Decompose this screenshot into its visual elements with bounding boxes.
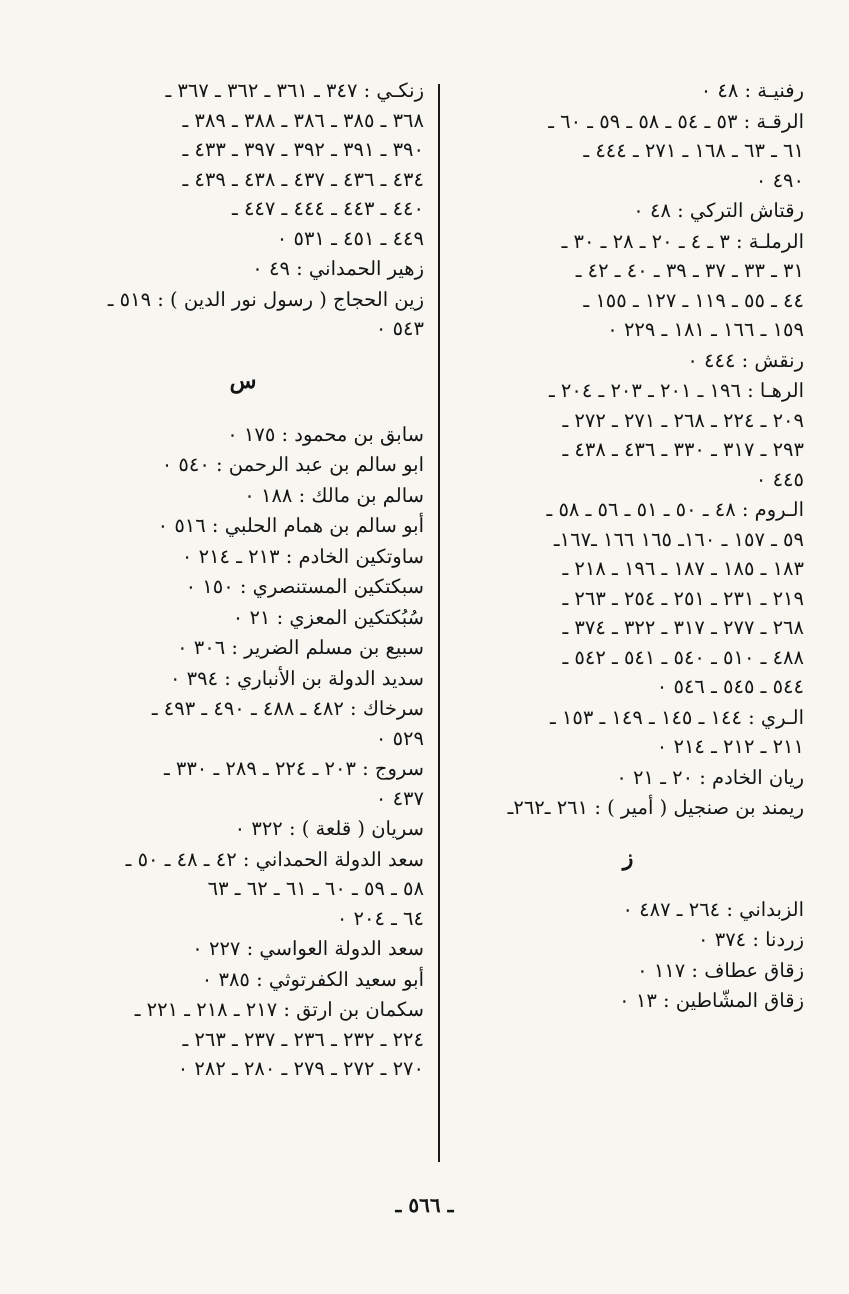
index-entry — [62, 754, 424, 813]
index-entry — [452, 956, 804, 986]
index-entry — [62, 511, 424, 541]
index-entry — [62, 633, 424, 663]
entry-line: ريمند بن صنجيل ( أمير ) : ٢٦١ ـ٢٦٢ـ — [507, 796, 804, 819]
entry-line: ابو سالم بن عبد الرحمن : ٥٤٠ ٠ — [161, 453, 424, 476]
entry-line: سبيع بن مسلم الضرير : ٣٠٦ ٠ — [177, 636, 424, 659]
index-entry — [452, 925, 804, 955]
index-entry — [62, 420, 424, 450]
page-number: ـ ٥٦٦ ـ — [395, 1193, 454, 1217]
index-entry — [62, 664, 424, 694]
index-entry — [452, 227, 804, 345]
index-entry — [62, 845, 424, 934]
entry-continuation-line: ٥٤٣ ٠ — [375, 317, 424, 340]
index-entry — [452, 895, 804, 925]
index-entry — [62, 76, 424, 253]
index-entry — [62, 934, 424, 964]
entry-line: الـري : ١٤٤ ـ ١٤٥ ـ ١٤٩ ـ ١٥٣ ـ — [549, 705, 804, 729]
entry-continuation-line: ٢٦٨ ـ ٢٧٧ ـ ٣١٧ ـ ٣٢٢ ـ ٣٧٤ ـ — [562, 616, 804, 639]
entry-continuation-line: ٤٩٠ ٠ — [755, 168, 804, 192]
entries-ra — [452, 76, 804, 823]
entries-rb — [452, 895, 804, 1016]
entry-continuation-line: ٢٧٠ ـ ٢٧٢ ـ ٢٧٩ ـ ٢٨٠ ـ ٢٨٢ ٠ — [177, 1057, 424, 1080]
entry-line: زقاق عطاف : ١١٧ ٠ — [637, 958, 804, 982]
index-entry — [452, 703, 804, 762]
right-column — [452, 76, 804, 1017]
entry-line: سعد الدولة العواسي : ٢٢٧ ٠ — [192, 937, 424, 960]
entry-continuation-line: ٦٤ ـ ٢٠٤ ٠ — [336, 906, 424, 930]
left-column — [62, 76, 424, 1085]
entry-continuation-line: ٤٨٨ ـ ٥١٠ ـ ٥٤٠ ـ ٥٤١ ـ ٥٤٢ ـ — [562, 645, 804, 669]
entry-line: ريان الخادم : ٢٠ ـ ٢١ ٠ — [616, 765, 804, 789]
entry-continuation-line: ٤٣٧ ٠ — [375, 786, 424, 810]
entry-continuation-line: ١٨٣ ـ ١٨٥ ـ ١٨٧ ـ ١٩٦ ـ ٢١٨ ـ — [562, 557, 804, 580]
index-entry — [452, 346, 804, 376]
index-entry — [452, 495, 804, 702]
index-entry — [452, 196, 804, 226]
index-entry — [62, 694, 424, 753]
index-entry — [452, 763, 804, 793]
index-entry — [62, 481, 424, 511]
index-entry — [452, 107, 804, 196]
entry-line: أبو سعيد الكفرتوثي : ٣٨٥ ٠ — [201, 967, 424, 991]
entry-line: زردنا : ٣٧٤ ٠ — [698, 928, 804, 951]
index-entry — [62, 285, 424, 344]
entry-line: ساوتكين الخادم : ٢١٣ ـ ٢١٤ ٠ — [181, 544, 424, 568]
entry-line: سرخاك : ٤٨٢ ـ ٤٨٨ ـ ٤٩٠ ـ ٤٩٣ ـ — [151, 697, 424, 720]
entry-continuation-line: ٢١١ ـ ٢١٢ ـ ٢١٤ ٠ — [656, 735, 804, 758]
entry-continuation-line: ٤٤ ـ ٥٥ ـ ١١٩ ـ ١٢٧ ـ ١٥٥ ـ — [583, 288, 804, 312]
index-entry — [62, 814, 424, 844]
index-entry — [62, 572, 424, 602]
entry-line: الزبداني : ٢٦٤ ـ ٤٨٧ ٠ — [622, 897, 804, 921]
entry-continuation-line: ٦١ ـ ٦٣ ـ ١٦٨ ـ ٢٧١ ـ ٤٤٤ ـ — [583, 139, 804, 162]
index-entry — [62, 254, 424, 284]
entry-continuation-line: ٢٠٩ ـ ٢٢٤ ـ ٢٦٨ ـ ٢٧١ ـ ٢٧٢ ـ — [562, 408, 804, 432]
section-letter-seen: س — [229, 367, 257, 394]
index-entry — [62, 603, 424, 633]
entry-continuation-line: ٤٤٥ ٠ — [755, 467, 804, 491]
entry-continuation-line: ٣٦٨ ـ ٣٨٥ ـ ٣٨٦ ـ ٣٨٨ ـ ٣٨٩ ـ — [182, 108, 424, 132]
index-entry — [62, 450, 424, 480]
index-entry — [452, 793, 804, 823]
index-entry — [452, 376, 804, 494]
entry-line: سُبُكتكين المعزي : ٢١ ٠ — [232, 605, 424, 629]
entry-continuation-line: ٥٤٤ ـ ٥٤٥ ـ ٥٤٦ ٠ — [656, 675, 804, 698]
entry-continuation-line: ٤٣٤ ـ ٤٣٦ ـ ٤٣٧ ـ ٤٣٨ ـ ٤٣٩ ـ — [182, 167, 424, 191]
entry-continuation-line: ٢٩٣ ـ ٣١٧ ـ ٣٣٠ ـ ٤٣٦ ـ ٤٣٨ ـ — [562, 438, 804, 461]
index-entry — [62, 965, 424, 995]
section-letter-zay: ز — [622, 844, 634, 871]
entry-line: سالم بن مالك : ١٨٨ ٠ — [244, 483, 424, 507]
entry-line: رنقش : ٤٤٤ ٠ — [687, 348, 804, 372]
entry-line: الرهـا : ١٩٦ ـ ٢٠١ ـ ٢٠٣ ـ ٢٠٤ ـ — [548, 379, 804, 402]
entry-line: زنكـي : ٣٤٧ ـ ٣٦١ ـ ٣٦٢ ـ ٣٦٧ ـ — [165, 79, 424, 102]
entry-continuation-line: ٣٩٠ ـ ٣٩١ ـ ٣٩٢ ـ ٣٩٧ ـ ٤٣٣ ـ — [182, 138, 424, 161]
column-divider — [438, 84, 440, 1162]
entry-continuation-line: ٣١ ـ ٣٣ ـ ٣٧ ـ ٣٩ ـ ٤٠ ـ ٤٢ ـ — [575, 259, 804, 282]
entry-line: الرقـة : ٥٣ ـ ٥٤ ـ ٥٨ ـ ٥٩ ـ ٦٠ ـ — [548, 109, 804, 133]
entry-line: رفنيـة : ٤٨ ٠ — [700, 79, 804, 102]
entries-la — [62, 76, 424, 344]
entry-line: رقتاش التركي : ٤٨ ٠ — [633, 199, 804, 222]
entry-continuation-line: ٢٢٤ ـ ٢٣٢ ـ ٢٣٦ ـ ٢٣٧ ـ ٢٦٣ ـ — [182, 1027, 424, 1051]
index-entry — [62, 542, 424, 572]
entry-continuation-line: ٥٨ ـ ٥٩ ـ ٦٠ ـ ٦١ ـ ٦٢ ـ ٦٣ — [207, 877, 424, 900]
index-entry — [452, 986, 804, 1016]
entry-line: سعد الدولة الحمداني : ٤٢ ـ ٤٨ ـ ٥٠ ـ — [125, 847, 424, 871]
entry-line: سكمان بن ارتق : ٢١٧ ـ ٢١٨ ـ ٢٢١ ـ — [134, 998, 424, 1021]
entry-line: سريان ( قلعة ) : ٣٢٢ ٠ — [234, 817, 424, 840]
index-entry — [62, 995, 424, 1084]
entry-line: الـروم : ٤٨ ـ ٥٠ ـ ٥١ ـ ٥٦ ـ ٥٨ ـ — [546, 498, 804, 521]
entries-lb — [62, 420, 424, 1084]
entry-continuation-line: ١٥٩ ـ ١٦٦ ـ ١٨١ ـ ٢٢٩ ٠ — [607, 318, 804, 341]
entry-line: زين الحجاج ( رسول نور الدين ) : ٥١٩ ـ — [107, 287, 424, 311]
index-entry — [452, 76, 804, 106]
entry-continuation-line: ٢١٩ ـ ٢٣١ ـ ٢٥١ ـ ٢٥٤ ـ ٢٦٣ ـ — [562, 586, 804, 610]
entry-continuation-line: ٤٤٠ ـ ٤٤٣ ـ ٤٤٤ ـ ٤٤٧ ـ — [232, 197, 424, 220]
entry-line: زقاق المشّاطين : ١٣ ٠ — [619, 989, 804, 1012]
entry-line: سبكتكين المستنصري : ١٥٠ ٠ — [185, 575, 424, 598]
entry-continuation-line: ٥٩ ـ ١٥٧ ـ ١٦٠ـ ١٦٥ ١٦٦ ـ١٦٧ـ — [553, 527, 804, 551]
entry-continuation-line: ٥٢٩ ٠ — [375, 726, 424, 750]
entry-line: سروج : ٢٠٣ ـ ٢٢٤ ـ ٢٨٩ ـ ٣٣٠ ـ — [163, 757, 424, 780]
entry-line: سديد الدولة بن الأنباري : ٣٩٤ ٠ — [169, 666, 424, 690]
entry-line: الرملـة : ٣ ـ ٤ ـ ٢٠ ـ ٢٨ ـ ٣٠ ـ — [561, 229, 804, 253]
entry-line: زهير الحمداني : ٤٩ ٠ — [252, 257, 424, 280]
entry-line: سابق بن محمود : ١٧٥ ٠ — [227, 422, 424, 446]
entry-line: أبو سالم بن همام الحلبي : ٥١٦ ٠ — [157, 514, 424, 537]
entry-continuation-line: ٤٤٩ ـ ٤٥١ ـ ٥٣١ ٠ — [276, 226, 424, 250]
